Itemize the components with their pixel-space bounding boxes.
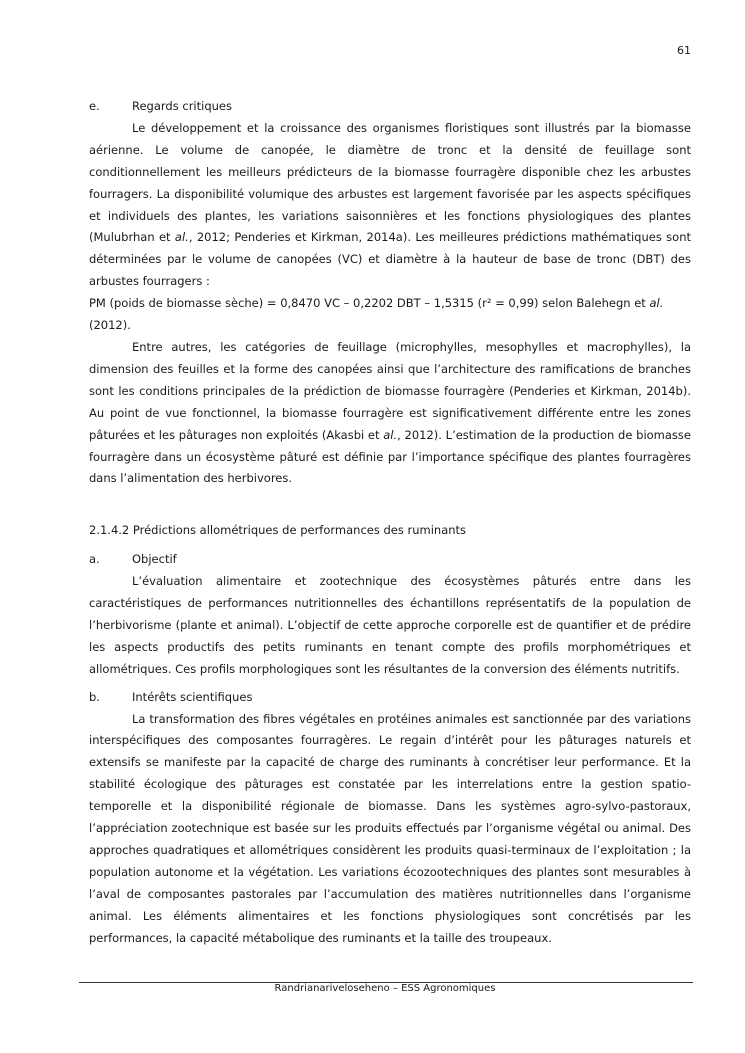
- formula-text: PM (poids de biomasse sèche) = 0,8470 VC – 0,2202 DBT – 1,5315 (r² = 0,99) selon Balehegn et: [89, 296, 650, 311]
- paragraph-foliage-categories: [89, 337, 691, 490]
- subsection-heading-a: [89, 549, 691, 571]
- subsection-heading-e: [89, 96, 691, 118]
- paragraph-biomass-growth: [89, 118, 691, 293]
- paragraph-interets: La transformation des fibres végétales en protéines animales est sanctionnée par des variations interspécifiques des composantes fourragères. Le regain d’intérêt pour les pâturages naturels et extensifs se manifeste par la capacité de charge des ruminants à concrétiser leur performance. Et la stabilité écologique des pâturages est constatée par les interrelations entre la gestion spatio-temporelle et la disponibilité régionale de biomasse. Dans les systèmes agro-sylvo-pastoraux, l’appréciation zootechnique est basée sur les produits effectués par l’organisme végétal ou animal. Des approches quadratiques et allométriques considèrent les produits quasi-terminaux de l’exploitation ; la population autonome et la végétation. Les variations écozootechniques des plantes sont mesurables à l’aval de composantes pastorales par l’accumulation des matières nutritionnelles dans l’organisme animal. Les éléments alimentaires et les fonctions physiologiques sont concrétisés par les performances, la capacité métabolique des ruminants et la taille des troupeaux.: [89, 711, 691, 945]
- paragraph-text: Entre autres, les catégories de feuillage (microphylles, mesophylles et macrophylles), la dimension des feuilles et la forme des canopées ainsi que l’architecture des ramifications de branches sont les conditions principales de la prédiction de biomasse fourragère (Penderies et Kirkman, 2014b). Au point de vue fonctionnel, la biomasse fourragère est significativement différente entre les zones pâturées et les pâturages non exploités (Akasbi et: [89, 339, 691, 442]
- subsection-heading-b: [89, 687, 691, 709]
- subsection-letter: a.: [89, 552, 100, 567]
- subsection-letter: b.: [89, 689, 100, 704]
- page-footer: Randrianariveloseheno – ESS Agronomiques: [274, 983, 496, 994]
- italic-al: al.: [174, 230, 189, 245]
- biomass-formula: [89, 293, 691, 337]
- subsection-letter: e.: [89, 99, 100, 113]
- subsection-title: Objectif: [132, 552, 177, 567]
- paragraph-text: , 2012; Penderies et Kirkman, 2014a). Les meilleures prédictions mathématiques sont déterminées par le volume de canopées (VC) et diamètre à la hauteur de base de tronc (DBT) des arbustes fourragers :: [89, 230, 692, 289]
- section-heading-2142: 2.1.4.2 Prédictions allométriques de performances des ruminants: [89, 523, 467, 538]
- page-number: 61: [677, 44, 691, 57]
- paragraph-text: , 2012). L’estimation de la production de biomasse fourragère dans un écosystème pâturé est définie par l’importance spécifique des plantes fourragères dans l’alimentation des herbivores.: [89, 427, 691, 486]
- italic-al: al.: [649, 296, 664, 311]
- paragraph-objectif: L’évaluation alimentaire et zootechnique des écosystèmes pâturés entre dans les caractéristiques de performances nutritionnelles des échantillons représentatifs de la population de l’herbivorisme (plante et animal). L’objectif de cette approche corporelle est de quantifier et de prédire les aspects productifs des petits ruminants en tenant compte des profils morphométriques et allométriques. Ces profils morphologiques sont les résultantes de la conversion des éléments nutritifs.: [89, 574, 691, 676]
- paragraph-text: Le développement et la croissance des organismes floristiques sont illustrés par la biomasse aérienne. Le volume de canopée, le diamètre de tronc et la densité de feuillage sont conditionnellement les meilleurs prédicteurs de la biomasse fourragère disponible chez les arbustes fourragers. La disponibilité volumique des arbustes est largement favorisée par les aspects spécifiques et individuels des plantes, les variations saisonnières et les fonctions physiologiques des plantes (Mulubrhan et: [89, 120, 691, 245]
- formula-citation-end: (2012).: [89, 318, 131, 333]
- italic-al: al.: [383, 427, 398, 442]
- subsection-title: Intérêts scientifiques: [132, 689, 253, 704]
- subsection-title: Regards critiques: [132, 99, 232, 113]
- page-body: [89, 96, 691, 950]
